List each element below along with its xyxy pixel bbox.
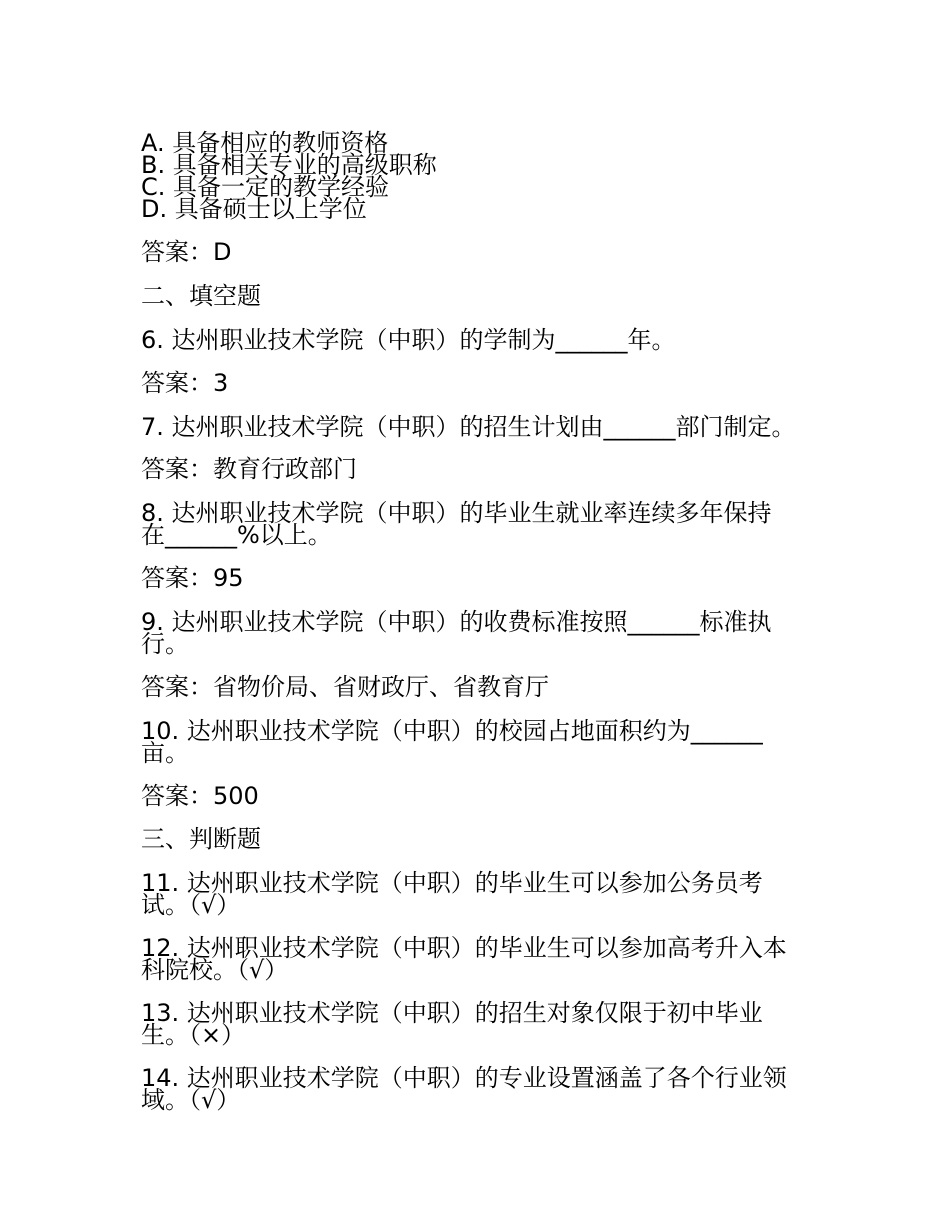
section-title-true-false: 三、判断题 — [141, 825, 261, 853]
question-11-line-1: 11. 达州职业技术学院（中职）的毕业生可以参加公务员考 — [141, 869, 763, 897]
section-title-fill-in: 二、填空题 — [141, 282, 261, 310]
question-8-line-1: 8. 达州职业技术学院（中职）的毕业生就业率连续多年保持 — [141, 499, 772, 527]
question-13-line-1: 13. 达州职业技术学院（中职）的招生对象仅限于初中毕业 — [141, 999, 763, 1027]
answer-10: 答案：500 — [141, 782, 259, 810]
question-14-line-2: 域。（√） — [141, 1086, 241, 1114]
question-6: 6. 达州职业技术学院（中职）的学制为______年。 — [141, 326, 676, 354]
question-13-line-2: 生。（×） — [141, 1021, 246, 1049]
question-8-line-2: 在______%以上。 — [141, 521, 332, 549]
option-b: B. 具备相关专业的高级职称 — [141, 151, 437, 179]
question-7: 7. 达州职业技术学院（中职）的招生计划由______部门制定。 — [141, 413, 796, 441]
answer-5: 答案：D — [141, 238, 232, 266]
answer-7: 答案：教育行政部门 — [141, 455, 357, 483]
question-12-line-1: 12. 达州职业技术学院（中职）的毕业生可以参加高考升入本 — [141, 934, 787, 962]
option-d: D. 具备硕士以上学位 — [141, 195, 367, 223]
question-11-line-2: 试。（√） — [141, 891, 241, 919]
question-14-line-1: 14. 达州职业技术学院（中职）的专业设置涵盖了各个行业领 — [141, 1064, 787, 1092]
question-9-line-2: 行。 — [141, 630, 189, 658]
question-9-line-1: 9. 达州职业技术学院（中职）的收费标准按照______标准执 — [141, 608, 772, 636]
answer-8: 答案：95 — [141, 564, 244, 592]
question-10-line-1: 10. 达州职业技术学院（中职）的校园占地面积约为______ — [141, 717, 763, 745]
question-12-line-2: 科院校。（√） — [141, 956, 289, 984]
answer-9: 答案：省物价局、省财政厅、省教育厅 — [141, 673, 549, 701]
option-c: C. 具备一定的教学经验 — [141, 173, 390, 201]
option-a: A. 具备相应的教师资格 — [141, 129, 389, 157]
answer-6: 答案：3 — [141, 369, 229, 397]
question-10-line-2: 亩。 — [141, 739, 189, 767]
